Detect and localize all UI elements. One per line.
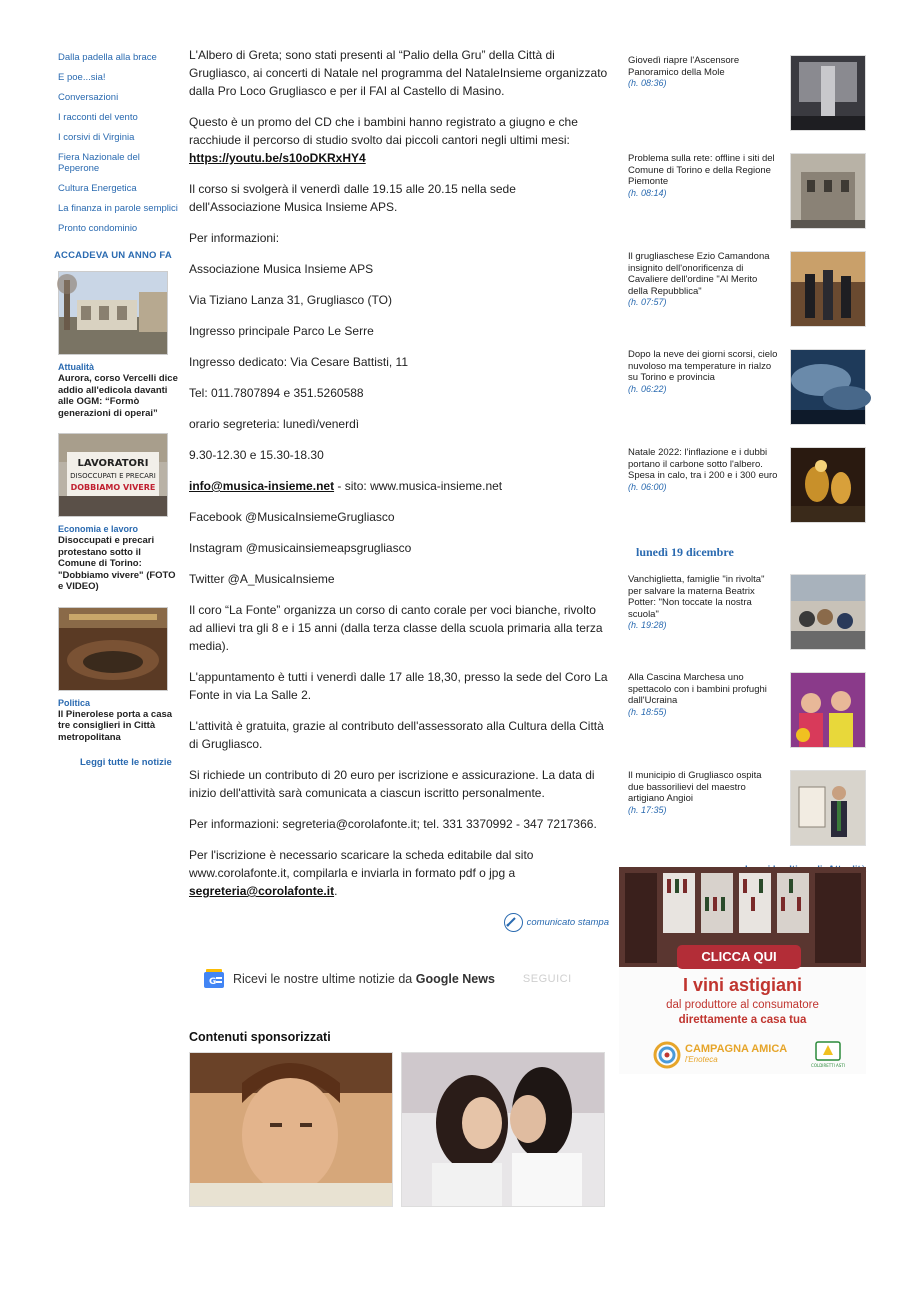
- sponsored-card-image[interactable]: [401, 1052, 605, 1207]
- press-release-label: comunicato stampa: [526, 917, 609, 929]
- nav-item-peperone[interactable]: Fiera Nazionale del Peperone: [58, 152, 140, 174]
- past-news-title[interactable]: Il Pinerolese porta a casa tre consiglieri in Città metropolitana: [58, 708, 173, 743]
- news-title[interactable]: Problema sulla rete: offline i siti del Comune di Torino e della Regione Piemonte: [628, 153, 775, 188]
- past-year-heading: ACCADEVA UN ANNO FA: [54, 250, 172, 261]
- article-paragraph: 9.30-12.30 e 15.30-18.30: [189, 448, 324, 462]
- latest-news-item[interactable]: [628, 55, 866, 131]
- news-title[interactable]: Vanchiglietta, famiglie "in rivolta" per salvare la materna Beatrix Potter: "Non toccate la nostra scuola": [628, 574, 765, 620]
- google-news-text: [233, 972, 495, 986]
- news-time: (h. 17:35): [628, 804, 667, 815]
- article-text: - sito: www.musica-insieme.net: [334, 479, 503, 493]
- article-paragraph: Via Tiziano Lanza 31, Grugliasco (TO): [189, 293, 392, 307]
- latest-news-item[interactable]: [628, 672, 866, 748]
- news-thumbnail[interactable]: [790, 153, 866, 229]
- coldiretti-badge-text: COLDIRETTI ASTI: [811, 1063, 845, 1068]
- banner-text-3: DOBBIAMO VIVERE: [70, 483, 156, 492]
- latest-news-item[interactable]: [628, 574, 866, 650]
- google-news-brand: Google News: [415, 972, 495, 986]
- news-title[interactable]: Natale 2022: l'inflazione e i dubbi portano il carbone sotto l'albero. Spesa in calo, tra i 200 e i 300 euro: [628, 447, 778, 482]
- article-paragraph: Instagram @musicainsiemeapsgrugliasco: [189, 541, 412, 555]
- ad-brand-sub: l'Enoteca: [685, 1055, 718, 1064]
- news-time: (h. 18:55): [628, 706, 667, 717]
- campagna-amica-logo-icon: [653, 1041, 681, 1069]
- article-paragraph: Ingresso principale Parco Le Serre: [189, 324, 374, 338]
- news-text: [628, 672, 778, 748]
- article-paragraph: L'Albero di Greta; sono stati presenti al “Palio della Gru” della Città di Grugliasco, ai concerti di Natale nel programma del NataleInsieme organizzato dalla Pro Loco Grugliasco e per il FAI al Castello di Masino.: [189, 48, 608, 98]
- past-news-category: Attualità: [58, 362, 94, 372]
- banner-text-2: DISOCCUPATI E PRECARI: [70, 472, 156, 480]
- news-text: [628, 447, 778, 523]
- news-thumbnail[interactable]: [790, 55, 866, 131]
- news-thumbnail[interactable]: [790, 770, 866, 846]
- article-paragraph: Tel: 011.7807894 e 351.5260588: [189, 386, 364, 400]
- email-link[interactable]: segreteria@corolafonte.it: [189, 884, 335, 898]
- follow-button[interactable]: SEGUICI: [522, 973, 572, 985]
- press-release-tag[interactable]: [189, 913, 609, 932]
- news-thumbnail[interactable]: [790, 251, 866, 327]
- right-news-column: [628, 55, 866, 875]
- news-time: (h. 06:00): [628, 481, 667, 492]
- ad-brand: CAMPAGNA AMICA: [685, 1043, 788, 1055]
- article-paragraph: Si richiede un contributo di 20 euro per iscrizione e assicurazione. La data di inizio dell'attività sarà comunicata a ciascun iscritto personalmente.: [189, 768, 595, 800]
- nav-item-padella[interactable]: Dalla padella alla brace: [58, 52, 157, 63]
- article-paragraph: L'appuntamento è tutti i venerdì dalle 17 alle 18,30, presso la sede del Coro La Fonte in via La Salle 2.: [189, 670, 608, 702]
- read-all-news-link[interactable]: Leggi tutte le notizie: [80, 757, 172, 768]
- article-paragraph: [189, 846, 609, 900]
- latest-news-item[interactable]: [628, 251, 866, 327]
- article-paragraph: orario segreteria: lunedì/venerdì: [189, 417, 360, 431]
- news-time: (h. 08:36): [628, 78, 667, 89]
- google-news-label: Ricevi le nostre ultime notizie da: [233, 972, 416, 986]
- article-body: [189, 46, 609, 1207]
- ad-subtitle-bold: direttamente a casa tua: [678, 1014, 807, 1026]
- youtube-link[interactable]: https://youtu.be/s10oDKRxHY4: [189, 151, 366, 165]
- google-news-icon: [203, 968, 225, 990]
- banner-text-1: LAVORATORI: [77, 458, 149, 469]
- news-thumbnail[interactable]: [790, 574, 866, 650]
- nav-item-corsivi[interactable]: I corsivi di Virginia: [58, 132, 135, 143]
- nav-item-condominio[interactable]: Pronto condominio: [58, 223, 138, 234]
- news-title[interactable]: Alla Cascina Marchesa uno spettacolo con i bambini profughi dall'Ucraina: [628, 672, 767, 707]
- wine-ad-banner[interactable]: [619, 867, 866, 1074]
- news-text: [628, 251, 778, 327]
- coldiretti-badge-icon: [811, 1041, 845, 1069]
- news-text: [628, 153, 778, 229]
- nav-item-finanza[interactable]: La finanza in parole semplici: [58, 203, 178, 214]
- news-text: [628, 349, 778, 425]
- nav-item-conversazioni[interactable]: Conversazioni: [58, 92, 119, 103]
- article-paragraph: Il corso si svolgerà il venerdì dalle 19.15 alle 20.15 nella sede dell'Associazione Musica Insieme APS.: [189, 182, 516, 214]
- news-text: [628, 55, 778, 131]
- article-paragraph: [189, 477, 609, 495]
- latest-news-item[interactable]: [628, 349, 866, 425]
- article-paragraph: Twitter @A_MusicaInsieme: [189, 572, 335, 586]
- article-paragraph: [189, 113, 609, 167]
- article-text: .: [334, 884, 338, 898]
- nav-item-racconti[interactable]: I racconti del vento: [58, 112, 138, 123]
- google-news-bar: [189, 968, 609, 990]
- news-title[interactable]: Giovedì riapre l'Ascensore Panoramico della Mole: [628, 55, 740, 78]
- past-news-category: Economia e lavoro: [58, 524, 139, 534]
- past-news-card[interactable]: [58, 433, 178, 593]
- news-title[interactable]: Dopo la neve dei giorni scorsi, cielo nuvoloso ma temperature in rialzo su Torino e provincia: [628, 349, 778, 384]
- news-thumbnail[interactable]: [790, 447, 866, 523]
- news-time: (h. 08:14): [628, 187, 667, 198]
- article-text: Per l'iscrizione è necessario scaricare la scheda editabile dal sito www.corolafonte.it, compilarla e inviarla in formato pdf o jpg a: [189, 848, 534, 880]
- news-thumbnail[interactable]: [790, 672, 866, 748]
- past-news-image[interactable]: [58, 607, 168, 691]
- past-news-category: Politica: [58, 697, 91, 708]
- nav-item-cultura-energetica[interactable]: Cultura Energetica: [58, 183, 137, 194]
- article-paragraph: L'attività è gratuita, grazie al contributo dell'assessorato alla Cultura della Città di Grugliasco.: [189, 719, 604, 751]
- news-title[interactable]: Il municipio di Grugliasco ospita due bassorilievi del maestro artigiano Angioi: [628, 770, 762, 805]
- news-time: (h. 07:57): [628, 297, 667, 308]
- news-text: [628, 770, 778, 846]
- svg-text:G: G: [209, 977, 217, 987]
- latest-news-item[interactable]: [628, 447, 866, 523]
- news-text: [628, 574, 778, 650]
- ad-headline: I vini astigiani: [682, 975, 803, 995]
- past-news-title[interactable]: Aurora, corso Vercelli dice addio all'edicola davanti alle OGM: “Formò generazioni di operai”: [58, 373, 178, 419]
- article-paragraph: Il coro “La Fonte” organizza un corso di canto corale per voci bianche, rivolto ad allievi tra gli 8 e i 15 anni (dalla terza classe della scuola primaria alla terza media).: [189, 603, 603, 653]
- email-link[interactable]: info@musica-insieme.net: [189, 479, 335, 493]
- sponsored-heading: Contenuti sponsorizzati: [189, 1030, 331, 1044]
- article-paragraph: Associazione Musica Insieme APS: [189, 262, 374, 276]
- news-title[interactable]: Il grugliaschese Ezio Camandona insignito dell'onorificenza di Cavaliere dell'ordine "Al Merito della Repubblica": [628, 251, 770, 297]
- past-news-card[interactable]: [58, 607, 178, 744]
- latest-news-item[interactable]: [628, 770, 866, 846]
- day-heading: lunedì 19 dicembre: [636, 545, 734, 559]
- past-news-image[interactable]: [58, 433, 168, 517]
- columns-nav: [58, 52, 178, 234]
- news-time: (h. 19:28): [628, 620, 667, 631]
- article-paragraph: Facebook @MusicaInsiemeGrugliasco: [189, 510, 395, 524]
- past-news-card[interactable]: [58, 271, 178, 419]
- past-news-title[interactable]: Disoccupati e precari protestano sotto il Comune di Torino: "Dobbiamo vivere" (FOTO e VIDEO): [58, 535, 176, 592]
- article-paragraph: Per informazioni:: [189, 231, 280, 245]
- article-text: Questo è un promo del CD che i bambini hanno registrato a giugno e che racchiude il percorso di studio svolto dai piccoli cantori negli ultimi mesi:: [189, 115, 578, 147]
- latest-news-item[interactable]: [628, 153, 866, 229]
- article-paragraph: Ingresso dedicato: Via Cesare Battisti, 11: [189, 355, 409, 369]
- news-time: (h. 06:22): [628, 383, 667, 394]
- pen-icon: [504, 913, 523, 932]
- article-paragraph: Per informazioni: segreteria@corolafonte.it; tel. 331 3370992 - 347 7217366.: [189, 817, 597, 831]
- left-sidebar: [54, 52, 178, 768]
- past-news-image[interactable]: [58, 271, 168, 355]
- sponsored-card-image[interactable]: [189, 1052, 393, 1207]
- ad-subtitle: dal produttore al consumatore: [666, 999, 819, 1011]
- sponsored-grid: [189, 1052, 609, 1207]
- ad-click-button[interactable]: CLICCA QUI: [677, 945, 801, 969]
- news-thumbnail[interactable]: [790, 349, 866, 425]
- nav-item-poesia[interactable]: E poe...sia!: [58, 72, 106, 83]
